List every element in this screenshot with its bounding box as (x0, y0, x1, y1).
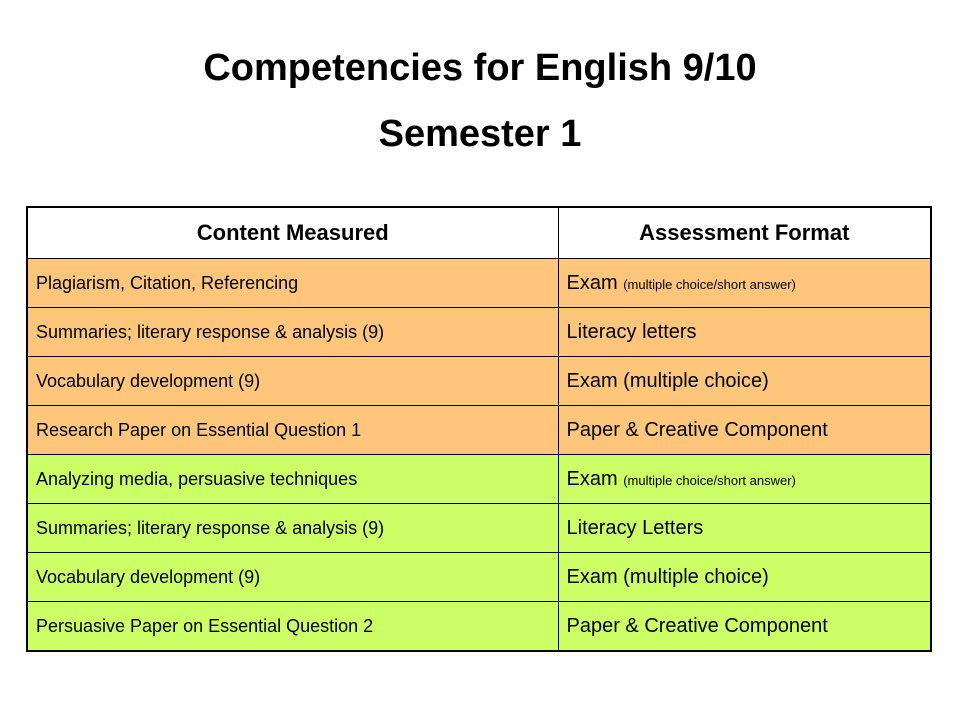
page-subtitle: Semester 1 (378, 113, 582, 155)
format-main: Exam (566, 467, 624, 490)
format-main: Literacy letters (566, 320, 697, 343)
content-cell: Vocabulary development (9) (27, 553, 558, 602)
format-main: Paper & Creative Component (566, 614, 828, 637)
competencies-table (26, 206, 932, 652)
format-cell (558, 602, 931, 652)
content-cell: Plagiarism, Citation, Referencing (27, 259, 558, 308)
format-cell (558, 259, 931, 308)
table-header-row (27, 207, 931, 259)
format-cell (558, 504, 931, 553)
format-cell (558, 357, 931, 406)
format-main: Literacy Letters (566, 516, 704, 539)
format-main: Exam (multiple choice) (566, 565, 769, 588)
table-row (27, 553, 931, 602)
content-cell: Research Paper on Essential Question 1 (27, 406, 558, 455)
table-row (27, 504, 931, 553)
table-row (27, 308, 931, 357)
format-cell (558, 553, 931, 602)
content-cell: Analyzing media, persuasive techniques (27, 455, 558, 504)
format-detail: (multiple choice/short answer) (623, 472, 796, 488)
header-content-measured: Content Measured (27, 207, 558, 259)
format-main: Exam (multiple choice) (566, 369, 769, 392)
table-row (27, 602, 931, 652)
content-cell: Summaries; literary response & analysis (9) (27, 308, 558, 357)
format-cell (558, 406, 931, 455)
content-cell: Vocabulary development (9) (27, 357, 558, 406)
content-cell: Summaries; literary response & analysis (9) (27, 504, 558, 553)
format-detail: (multiple choice/short answer) (623, 276, 796, 292)
content-cell: Persuasive Paper on Essential Question 2 (27, 602, 558, 652)
format-main: Exam (566, 271, 624, 294)
page-title: Competencies for English 9/10 (203, 47, 757, 89)
header-assessment-format: Assessment Format (558, 207, 931, 259)
table-row (27, 259, 931, 308)
format-cell (558, 308, 931, 357)
format-cell (558, 455, 931, 504)
format-main: Paper & Creative Component (566, 418, 828, 441)
table-row (27, 455, 931, 504)
table-row (27, 406, 931, 455)
table-row (27, 357, 931, 406)
